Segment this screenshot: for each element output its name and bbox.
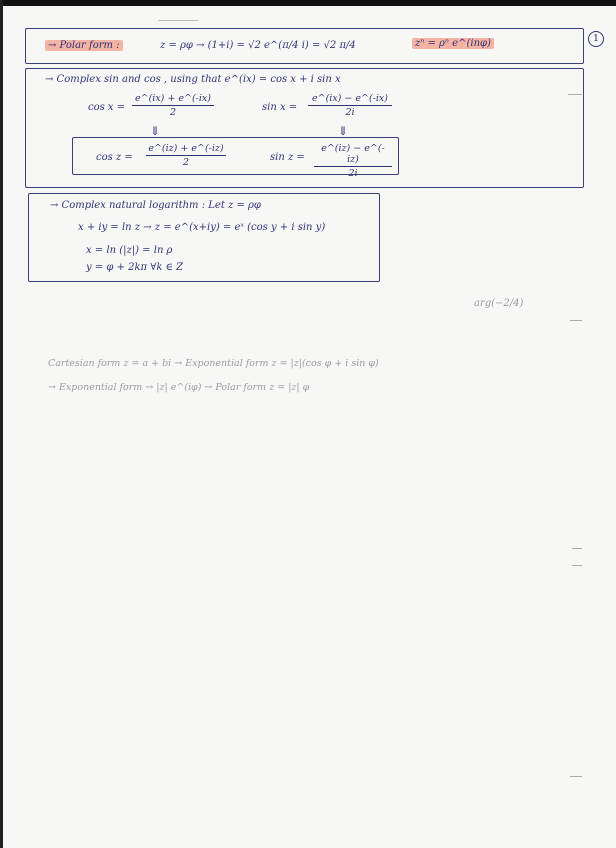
polar-form-expression: z = ρ​φ → (1+i) = √2 e^(π/4 i) = √2 π/4 bbox=[160, 40, 356, 51]
cos-x-fraction bbox=[132, 93, 214, 118]
faint-note-line-2: → Exponential form → |z| e^(iφ) → Polar form z = |z| φ bbox=[48, 382, 310, 393]
top-scan-mark bbox=[158, 20, 198, 21]
cos-z-lhs: cos z = bbox=[96, 152, 133, 163]
cos-z-denominator: 2 bbox=[182, 157, 190, 168]
cos-z-numerator: e^(iz) + e^(-iz) bbox=[146, 143, 226, 156]
cos-x-denominator: 2 bbox=[169, 107, 177, 118]
cos-x-lhs: cos x = bbox=[88, 102, 126, 113]
power-formula-highlight: zⁿ = ρⁿ e^(inφ) bbox=[412, 38, 494, 49]
faint-note-line-1: Cartesian form z = a + bi → Exponential form z = |z|(cos φ + i sin φ) bbox=[48, 358, 379, 369]
sin-cos-heading: → Complex sin and cos , using that e^(ix) = cos x + i sin x bbox=[45, 74, 341, 85]
margin-mark bbox=[572, 565, 582, 566]
logarithm-line-3: y = φ + 2kπ ∀k ∈ Z bbox=[86, 262, 184, 273]
margin-mark bbox=[568, 94, 582, 95]
page-number: 1 bbox=[588, 31, 604, 47]
cos-x-numerator: e^(ix) + e^(-ix) bbox=[132, 93, 214, 106]
cos-z-fraction bbox=[146, 143, 226, 168]
sin-x-numerator: e^(ix) − e^(-ix) bbox=[308, 93, 392, 106]
logarithm-line-2: x = ln (|z|) = ln ρ bbox=[86, 245, 173, 256]
scan-top-edge bbox=[0, 0, 616, 6]
polar-power-formula bbox=[412, 38, 494, 50]
logarithm-heading: → Complex natural logarithm : Let z = ρφ bbox=[50, 200, 261, 211]
margin-mark bbox=[570, 776, 582, 777]
margin-mark bbox=[570, 320, 582, 321]
sin-x-denominator: 2i bbox=[345, 107, 355, 118]
sin-implies-arrow: ⇓ bbox=[338, 124, 349, 138]
sin-x-fraction bbox=[308, 93, 392, 118]
sin-z-fraction bbox=[314, 143, 392, 179]
polar-label-highlight: → Polar form : bbox=[45, 40, 123, 51]
sin-x-lhs: sin x = bbox=[262, 102, 298, 113]
sin-z-numerator: e^(iz) − e^(-iz) bbox=[314, 143, 392, 167]
sin-z-lhs: sin z = bbox=[270, 152, 305, 163]
margin-mark bbox=[572, 548, 582, 549]
faint-side-note: arg(−2/4) bbox=[474, 298, 524, 309]
polar-form-label bbox=[45, 40, 123, 52]
logarithm-line-1: x + iy = ln z → z = e^(x+iy) = eˣ (cos y + i sin y) bbox=[78, 222, 326, 233]
sin-z-denominator: 2i bbox=[348, 168, 358, 179]
cos-implies-arrow: ⇓ bbox=[150, 124, 161, 138]
scan-left-edge bbox=[0, 0, 3, 848]
